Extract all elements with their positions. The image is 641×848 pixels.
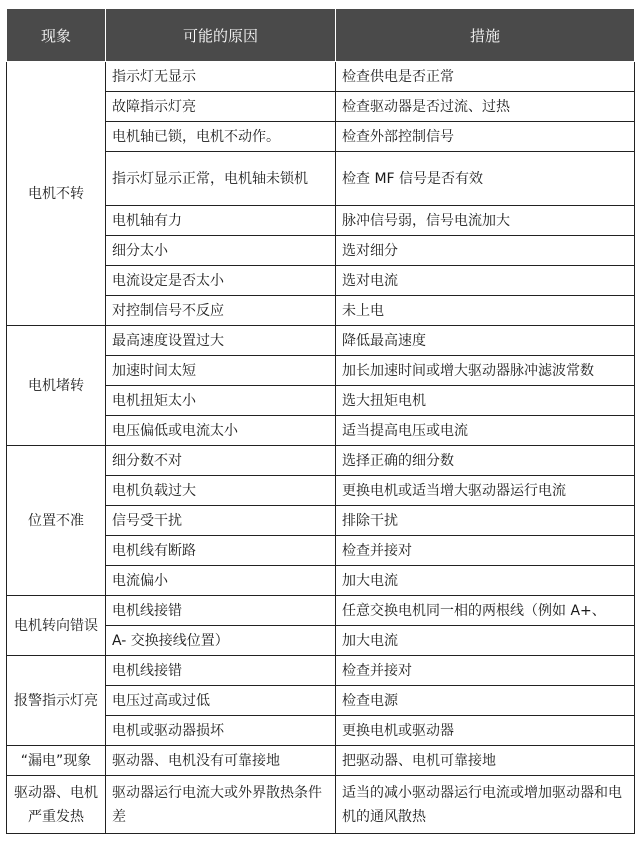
- cause-cell: 电压偏低或电流太小: [106, 416, 336, 446]
- cause-cell: 驱动器、电机没有可靠接地: [106, 746, 336, 776]
- table-row: [7, 326, 635, 356]
- header-phenomenon: 现象: [7, 9, 106, 62]
- measure-cell: 选对细分: [336, 236, 635, 266]
- cause-cell: 对控制信号不反应: [106, 296, 336, 326]
- table-row: [7, 446, 635, 476]
- cause-cell: 加速时间太短: [106, 356, 336, 386]
- cause-cell: 信号受干扰: [106, 506, 336, 536]
- measure-cell: 检查电源: [336, 686, 635, 716]
- cause-cell: A- 交换接线位置）: [106, 626, 336, 656]
- table-body: [7, 62, 635, 834]
- table-row: [7, 596, 635, 626]
- table-header-row: [7, 9, 635, 62]
- measure-cell: 未上电: [336, 296, 635, 326]
- measure-cell: 任意交换电机同一相的两根线（例如 A+、: [336, 596, 635, 626]
- cause-cell: 电机线接错: [106, 656, 336, 686]
- measure-cell: 检查 MF 信号是否有效: [336, 152, 635, 206]
- measure-cell: 检查供电是否正常: [336, 62, 635, 92]
- cause-cell: 驱动器运行电流大或外界散热条件差: [106, 776, 336, 834]
- measure-cell: 检查外部控制信号: [336, 122, 635, 152]
- measure-cell: 更换电机或驱动器: [336, 716, 635, 746]
- measure-cell: 适当的减小驱动器运行电流或增加驱动器和电机的通风散热: [336, 776, 635, 834]
- cause-cell: 指示灯显示正常，电机轴未锁机: [106, 152, 336, 206]
- measure-cell: 检查并接对: [336, 656, 635, 686]
- phenomenon-cell: 电机堵转: [7, 326, 106, 446]
- cause-cell: 电机线有断路: [106, 536, 336, 566]
- phenomenon-cell: 驱动器、电机严重发热: [7, 776, 106, 834]
- cause-cell: 电流设定是否太小: [106, 266, 336, 296]
- cause-cell: 电机线接错: [106, 596, 336, 626]
- header-measure: 措施: [336, 9, 635, 62]
- table-row: [7, 746, 635, 776]
- cause-cell: 电机或驱动器损坏: [106, 716, 336, 746]
- cause-cell: 电机轴有力: [106, 206, 336, 236]
- cause-cell: 指示灯无显示: [106, 62, 336, 92]
- table-row: [7, 656, 635, 686]
- measure-cell: 检查并接对: [336, 536, 635, 566]
- measure-cell: 适当提高电压或电流: [336, 416, 635, 446]
- table-row: [7, 776, 635, 834]
- measure-cell: 更换电机或适当增大驱动器运行电流: [336, 476, 635, 506]
- cause-cell: 细分太小: [106, 236, 336, 266]
- phenomenon-cell: 报警指示灯亮: [7, 656, 106, 746]
- troubleshooting-table: [6, 8, 635, 834]
- cause-cell: 电机扭矩太小: [106, 386, 336, 416]
- phenomenon-cell: 位置不准: [7, 446, 106, 596]
- measure-cell: 选大扭矩电机: [336, 386, 635, 416]
- header-cause: 可能的原因: [106, 9, 336, 62]
- phenomenon-cell: 电机不转: [7, 62, 106, 326]
- phenomenon-cell: “漏电”现象: [7, 746, 106, 776]
- measure-cell: 选择正确的细分数: [336, 446, 635, 476]
- cause-cell: 电机负载过大: [106, 476, 336, 506]
- cause-cell: 故障指示灯亮: [106, 92, 336, 122]
- measure-cell: 加长加速时间或增大驱动器脉冲滤波常数: [336, 356, 635, 386]
- cause-cell: 电压过高或过低: [106, 686, 336, 716]
- measure-cell: 降低最高速度: [336, 326, 635, 356]
- phenomenon-cell: 电机转向错误: [7, 596, 106, 656]
- measure-cell: 检查驱动器是否过流、过热: [336, 92, 635, 122]
- cause-cell: 电流偏小: [106, 566, 336, 596]
- measure-cell: 把驱动器、电机可靠接地: [336, 746, 635, 776]
- measure-cell: 脉冲信号弱，信号电流加大: [336, 206, 635, 236]
- measure-cell: 加大电流: [336, 566, 635, 596]
- measure-cell: 选对电流: [336, 266, 635, 296]
- cause-cell: 最高速度设置过大: [106, 326, 336, 356]
- cause-cell: 细分数不对: [106, 446, 336, 476]
- table-row: [7, 62, 635, 92]
- measure-cell: 排除干扰: [336, 506, 635, 536]
- measure-cell: 加大电流: [336, 626, 635, 656]
- cause-cell: 电机轴已锁，电机不动作。: [106, 122, 336, 152]
